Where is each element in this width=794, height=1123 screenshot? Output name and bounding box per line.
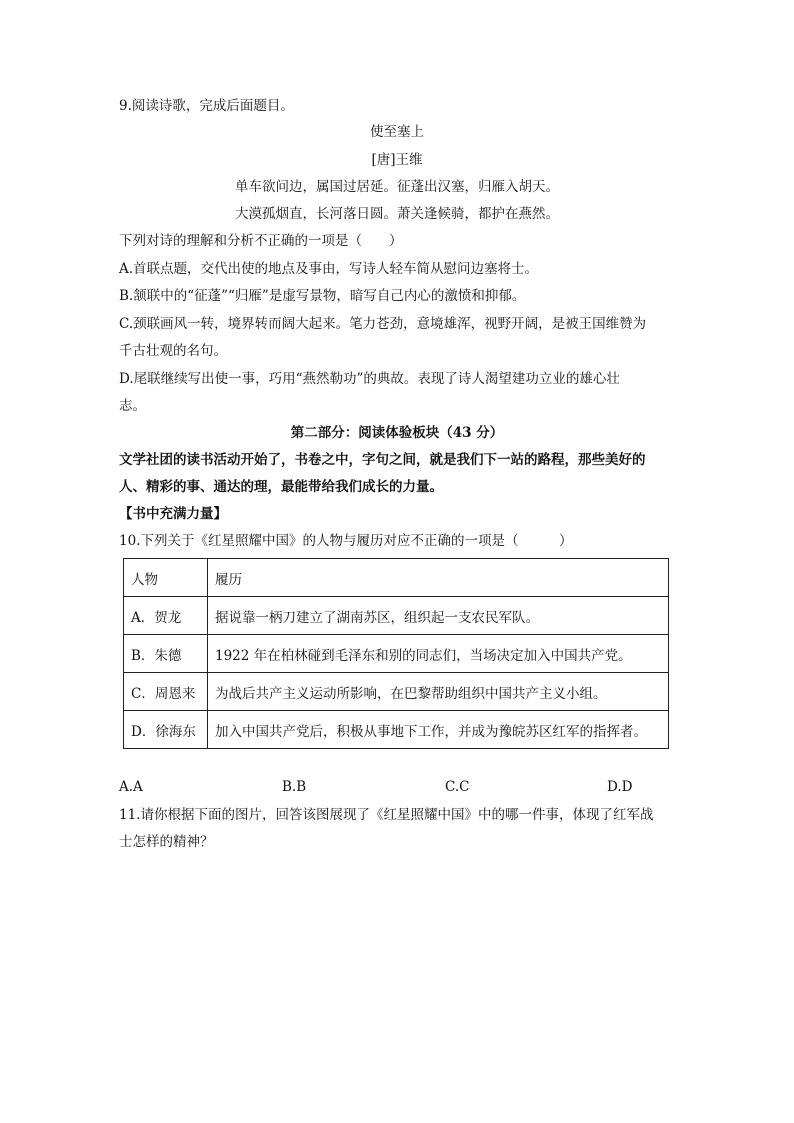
table-row bbox=[124, 711, 669, 749]
poem-title: 使至塞上 bbox=[370, 124, 424, 140]
table-header-cell: 履历 bbox=[208, 559, 669, 597]
q11-stem: 11.请你根据下面的图片，回答该图展现了《红星照耀中国》中的哪一件事，体现了红军战 bbox=[119, 807, 654, 823]
q9-question: 下列对诗的理解和分析不正确的一项是（ ） bbox=[119, 233, 403, 249]
choice-c: C.C bbox=[445, 779, 470, 795]
q9-option-d-cont: 志。 bbox=[119, 398, 146, 414]
part2-intro: 文学社团的读书活动开始了，书卷之中，字句之间，就是我们下一站的路程，那些美好的 bbox=[119, 452, 646, 468]
q9-option-c-cont: 千古壮观的名句。 bbox=[119, 343, 227, 359]
q9-option-a: A.首联点题，交代出使的地点及事由，写诗人轻车简从慰问边塞将士。 bbox=[119, 261, 539, 277]
q10-stem: 10.下列关于《红星照耀中国》的人物与履历对应不正确的一项是（ ） bbox=[119, 533, 573, 549]
poem-line: 单车欲问边，属国过居延。征蓬出汉塞，归雁入胡天。 bbox=[235, 179, 559, 195]
table-cell-resume: 加入中国共产党后，积极从事地下工作，并成为豫皖苏区红军的指挥者。 bbox=[208, 711, 669, 749]
choice-b: B.B bbox=[282, 779, 307, 795]
table-cell-person: C．周恩来 bbox=[124, 673, 208, 711]
q9-stem: 9.阅读诗歌，完成后面题目。 bbox=[119, 98, 294, 114]
table-cell-resume: 为战后共产主义运动所影响，在巴黎帮助组织中国共产主义小组。 bbox=[208, 673, 669, 711]
table-cell-person: D．徐海东 bbox=[124, 711, 208, 749]
table-header-row bbox=[124, 559, 669, 597]
part2-heading: 第二部分：阅读体验板块（43 分） bbox=[290, 425, 504, 441]
part2-intro-cont: 人、精彩的事、通达的理，最能带给我们成长的力量。 bbox=[119, 479, 443, 495]
q11-stem-cont: 士怎样的精神？ bbox=[119, 834, 214, 850]
table-row bbox=[124, 597, 669, 635]
table-cell-resume: 据说靠一柄刀建立了湖南苏区，组织起一支农民军队。 bbox=[208, 597, 669, 635]
resume-table bbox=[123, 558, 669, 749]
table-row bbox=[124, 673, 669, 711]
table-cell-person: A．贺龙 bbox=[124, 597, 208, 635]
q9-option-b: B.颔联中的“征蓬”“归雁”是虚写景物，暗写自己内心的激愤和抑郁。 bbox=[119, 288, 526, 304]
poem-line: 大漠孤烟直，长河落日圆。萧关逢候骑，都护在燕然。 bbox=[235, 206, 559, 222]
poem-author: [唐]王维 bbox=[371, 152, 423, 168]
table-header-cell: 人物 bbox=[124, 559, 208, 597]
section-tag: 【书中充满力量】 bbox=[119, 506, 227, 522]
q9-option-c: C.颈联画风一转，境界转而阔大起来。笔力苍劲，意境雄浑，视野开阔，是被王国维赞为 bbox=[119, 316, 647, 332]
table-cell-person: B．朱德 bbox=[124, 635, 208, 673]
q9-option-d: D.尾联继续写出使一事，巧用“燕然勒功”的典故。表现了诗人渴望建功立业的雄心壮 bbox=[119, 371, 620, 387]
table-row bbox=[124, 635, 669, 673]
choice-d: D.D bbox=[607, 779, 633, 795]
table-cell-resume: 1922 年在柏林碰到毛泽东和别的同志们，当场决定加入中国共产党。 bbox=[208, 635, 669, 673]
choice-a: A.A bbox=[119, 779, 143, 795]
